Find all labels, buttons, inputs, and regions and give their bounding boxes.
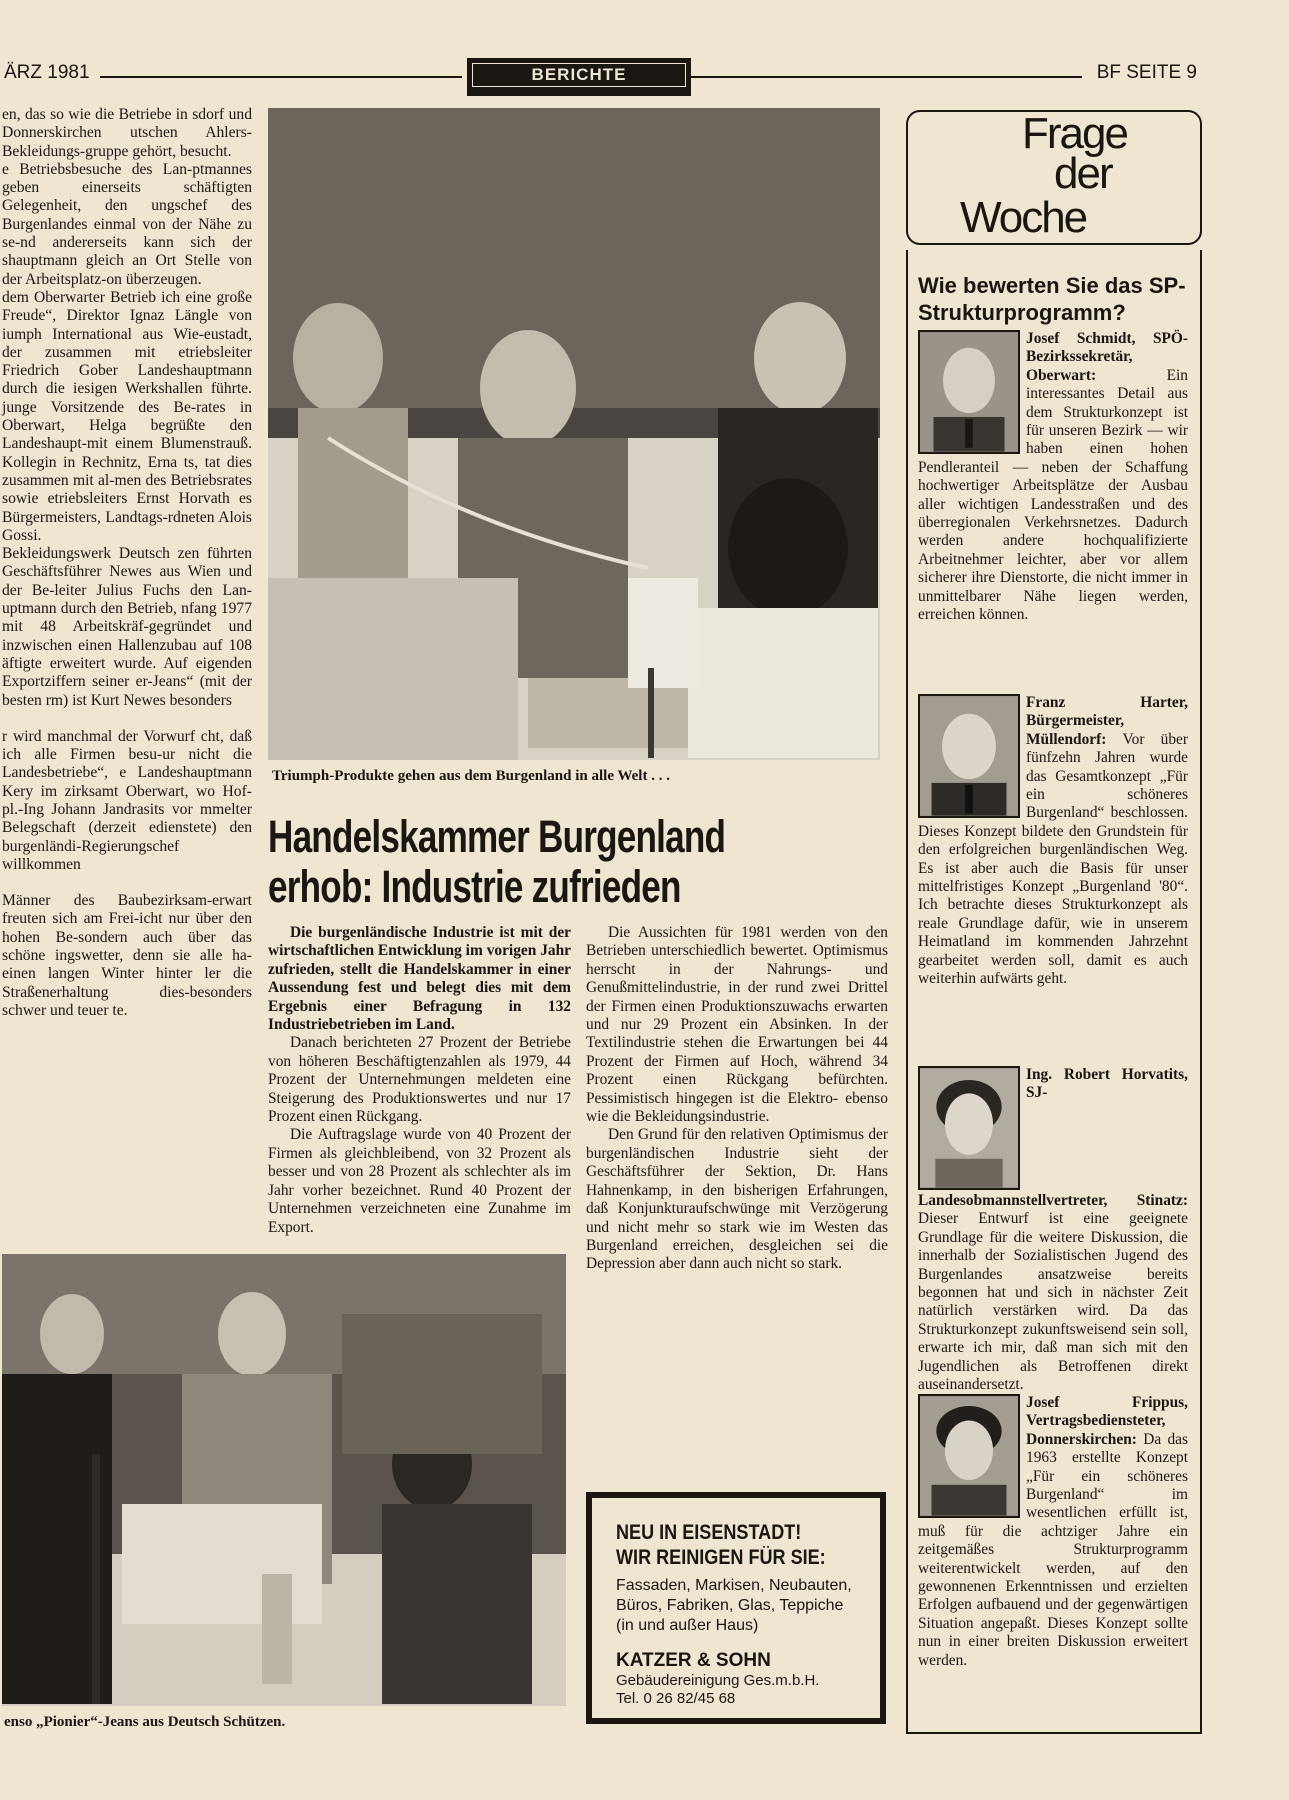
der-word: der	[1054, 149, 1112, 198]
portrait-photo	[918, 1066, 1020, 1190]
header-rule-right	[690, 76, 1082, 78]
article-lead: Die burgenländische Industrie ist mit der wirtschaftlichen Entwicklung im vorigen Jahr zufrieden, stellt die Handelskammer in einer Aussendung fest und belegt dies mit dem Ergebnis einer Befragung in 132 Industriebetrieben im Land.	[268, 924, 571, 1034]
ad-services: Fassaden, Markisen, Neubauten, Büros, Fabriken, Glas, Teppiche (in und außer Haus)	[616, 1577, 852, 1634]
ad-phone: Tel. 0 26 82/45 68	[616, 1690, 736, 1707]
left-paragraph: dem Oberwarter Betrieb ich eine große Freude“, Direktor Ignaz Längle von iumph International aus Wie-eustadt, der zusammen mit etriebsleiter Friedrich Gober Landeshauptmann durch die iesigen Werkshallen führte. junge Vorsitzende des Be-rates in Oberwart, Helga begrüßte den Landeshaupt-mit einem Blumenstrauß. Kollegin in Rechnitz, Erna ts, tat dies zusammen mit al-men des Betriebsrates sowie etriebsleiters Ernst Horvath es Bürgermeisters, Landtags-rdneten Alois Gossi.	[2, 288, 252, 544]
answer-block	[918, 330, 1188, 625]
portrait-photo	[918, 330, 1020, 454]
ad-company: KATZER & SOHN	[616, 1650, 771, 1671]
answer-name: Josef Schmidt, SPÖ-Bezirkssekretär, Oberwart:	[1026, 330, 1188, 384]
ad-company-subtitle: Gebäudereinigung Ges.m.b.H.	[616, 1672, 820, 1689]
answer-text: Vor über fünfzehn Jahren wurde das Gesamtkonzept „Für ein schöneres Burgenland“ beschlossen. Dieses Konzept bildete den Grundstein für den erfolgreichen burgenländischen Weg. Es ist aber auch die Basis für unser mittelfristiges Konzept „Burgenland '80“. Ich betrachte dieses Strukturkonzept als reale Grundlage dafür, wie in unserem Heimatland im kommenden Jahrzehnt gearbeitet werden soll, damit es auch weiterhin aufwärts geht.	[918, 730, 1188, 988]
left-article-column	[2, 106, 252, 1020]
answer-block	[918, 1394, 1188, 1670]
answer-name: Franz Harter, Bürgermeister, Müllendorf:	[1026, 694, 1188, 748]
left-paragraph: r wird manchmal der Vorwurf cht, daß ich alle Firmen besu-ur nicht die Landesbetriebe“, e Landeshauptmann Kery im zirksamt Oberwart, wo Hof-pl.-Ing Johann Jandrasits vor mmelter Belegschaft (derzeit edienstete) den burgenländi-Regierungschef willkommen	[2, 727, 252, 873]
left-paragraph: en, das so wie die Betriebe in sdorf und Donnerskirchen utschen Ahlers-Bekleidungs-gruppe gehört, besucht.	[2, 106, 252, 160]
left-paragraph: e Betriebsbesuche des Lan-ptmannes geben einerseits schäftigten Gelegenheit, den ungschef des Burgenlandes einmal von der Nähe zu se-nd andererseits kann sich der shauptmann gleich an Ort Stelle von der Arbeitsplatz-on überzeugen.	[2, 160, 252, 288]
bottom-photo-caption: enso „Pionier“-Jeans aus Deutsch Schützen.	[4, 1714, 286, 1730]
article-paragraph: Die Auftragslage wurde von 40 Prozent der Firmen als gleichbleibend, von 32 Prozent als besser und von 28 Prozent als schlechter als im Jahr vorher bezeichnet. Rund 40 Prozent der Unternehmen verzeichneten eine Zunahme im Export.	[268, 1126, 571, 1236]
answer-name: Ing. Robert Horvatits, SJ-Landesobmannstellvertreter, Stinatz:	[918, 1066, 1188, 1209]
cleaning-advertisement	[586, 1492, 886, 1724]
page-number: BF SEITE 9	[1096, 62, 1197, 83]
section-label: BERICHTE	[472, 63, 686, 87]
frage-word: Frage	[1022, 109, 1127, 158]
article-paragraph: Danach berichteten 27 Prozent der Betriebe von höheren Beschäftigtenzahlen als 1979, 44 Prozent der Unternehmungen meldeten eine Steigerung des Produktionswertes und nur 17 Prozent einen Rückgang.	[268, 1034, 571, 1126]
answer-text: Dieser Entwurf ist eine geeignete Grundlage für die weitere Diskussion, die innerhalb der Sozialistischen Jugend des Burgenlandes ansatzweise bereits begonnen hat und sich in nächster Zeit natürlich verstärken wird. Da das Strukturkonzept zukunftsweisend sein soll, erwarte ich mir, daß man sich mit den Jugendlichen als Betroffenen direkt auseinandersetzt.	[918, 1210, 1188, 1394]
section-label-box	[467, 58, 691, 96]
headline-line-1: Handelskammer Burgenland	[268, 811, 726, 862]
factory-photo-bottom	[2, 1254, 566, 1706]
answer-name: Josef Frippus, Vertragsbediensteter, Donnerskirchen:	[1026, 1394, 1188, 1448]
issue-date: ÄRZ 1981	[4, 62, 90, 83]
article-paragraph: Die Aussichten für 1981 werden von den Betrieben unterschiedlich bewertet. Optimismus herrscht in der Nahrungs- und Genußmittelindustrie, in der rund zwei Drittel der Firmen einen Produktionszuwachs erwarten und nur 29 Prozent ein Absinken. In der Textilindustrie stehen die Erwartungen bei 44 Prozent der Firmen auf Hoch, während 34 Prozent einen Rückgang befürchten. Pessimistisch hingegen ist die Elektro- ebenso wie die Bekleidungsindustrie.	[586, 924, 888, 1126]
answer-block	[918, 1066, 1188, 1394]
answer-text: Da das 1963 erstellte Konzept „Für ein schöneres Burgenland“ im wesentlichen erfüllt ist, muß für die achtziger Jahre ein zeitgemäßes Strukturprogramm weiterentwickelt werden, auf den gewonnenen Erkenntnissen und erzielten Erfolgen aufbauend und der gegenwärtigen Situation angepaßt. Dieses Konzept sollte nun in einer breiten Diskussion erweitert werden.	[918, 1430, 1188, 1669]
factory-photo-top	[268, 108, 880, 760]
portrait-photo	[918, 694, 1020, 818]
woche-word: Woche	[960, 193, 1087, 242]
ad-headline-2: WIR REINIGEN FÜR SIE:	[616, 1546, 826, 1569]
factory-photo-bottom-image	[2, 1254, 566, 1706]
article-headline	[268, 812, 752, 912]
answer-block	[918, 694, 1188, 989]
factory-photo-top-image	[268, 108, 880, 760]
header-rule-left	[100, 76, 462, 78]
article-column-1	[268, 924, 571, 1237]
left-paragraph: Bekleidungswerk Deutsch zen führten Geschäftsführer Newes aus Wien und der Be-leiter Julius Fuchs den Lan-uptmann durch den Betrieb, nfang 1977 mit 48 Arbeitskräf-gegründet und inzwischen einen Hallenzubau auf 108 äftigte erweitert wurde. Auf eigenden Exportziffern seiner er-Jeans“ (mit der besten rm) ist Kurt Newes besonders	[2, 545, 252, 709]
answer-text: Ein interessantes Detail aus dem Strukturkonzept ist für unseren Bezirk — wir haben einen hohen Pendleranteil — neben der Schaffung hochwertiger Arbeitsplätze der Ausbau aller wichtigen Landesstraßen und des überregionalen Verkehrsnetzes. Dadurch werden andere hochqualifizierte Arbeitnehmer leichter, aber vor allem sicherer ihre Dienstorte, die nicht immer in unmittelbarer Nähe liegen werden, erreichen können.	[918, 366, 1188, 624]
left-paragraph: Männer des Baubezirksam-erwart freuten sich am Frei-icht nur über den hohen Be-sondern auch über das schöne ingswetter, denn sie alle ha-einen langen Winter hinter ler die Straßenerhaltung dies-besonders schwer und teuer te.	[2, 892, 252, 1019]
headline-line-2: erhob: Industrie zufrieden	[268, 861, 681, 912]
top-photo-caption: Triumph-Produkte gehen aus dem Burgenland in alle Welt . . .	[272, 768, 670, 784]
ad-headline-1: NEU IN EISENSTADT!	[616, 1521, 802, 1544]
article-paragraph: Den Grund für den relativen Optimismus der burgenländischen Industrie sieht der Geschäftsführer der Sektion, Dr. Hans Hahnenkamp, in den bisherigen Erfahrungen, daß Konjunkturaufschwünge mit Verzögerung und nicht mehr so stark wie im Westen das Burgenland erreichen, desgleichen sei die Depression aber dann auch nicht so stark.	[586, 1126, 888, 1273]
portrait-photo	[918, 1394, 1020, 1518]
question-of-week: Wie bewerten Sie das SP-Strukturprogramm?	[918, 273, 1186, 325]
article-column-2	[586, 924, 888, 1274]
